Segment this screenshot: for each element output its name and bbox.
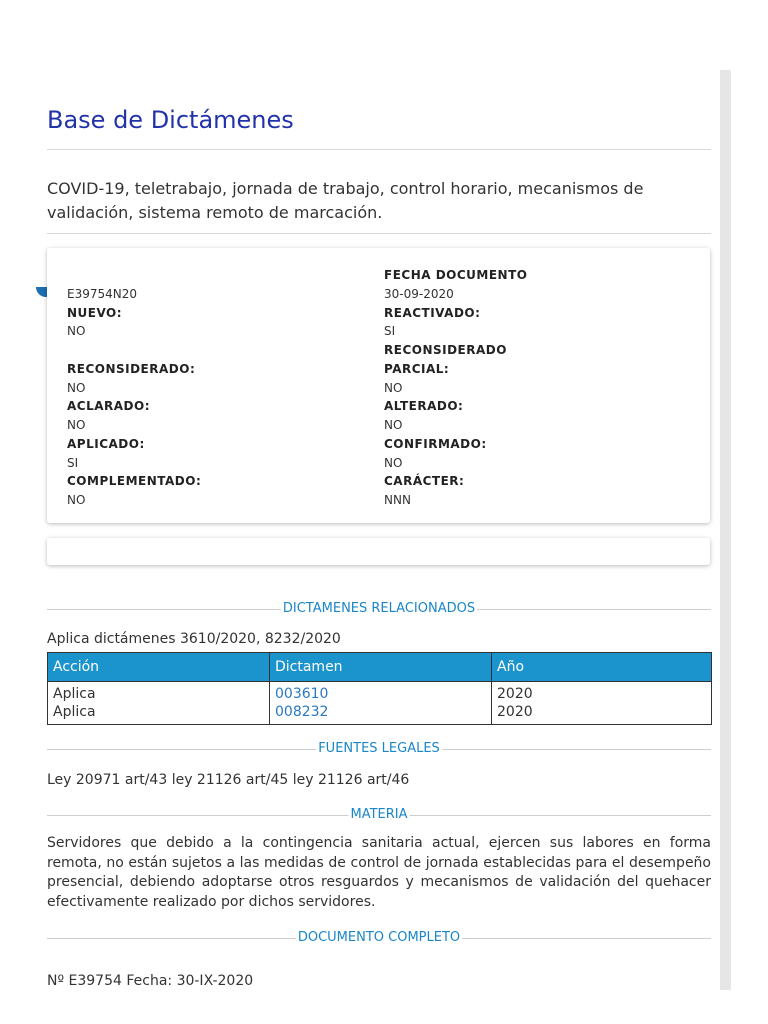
metadata-card (47, 248, 710, 523)
section-header-matter (47, 808, 711, 822)
metadata-value-aclarado: NO (67, 418, 86, 432)
full-doc-header: Nº E39754 Fecha: 30-IX-2020 (47, 973, 254, 989)
metadata-label-complementado: COMPLEMENTADO: (67, 474, 202, 489)
legal-sources: Ley 20971 art/43 ley 21126 art/45 ley 21126 art/46 (47, 772, 410, 788)
dictamen-link[interactable]: 003610 (275, 686, 329, 702)
page-scrollbar[interactable] (720, 70, 731, 990)
metadata-label-aclarado: ACLARADO: (67, 399, 151, 414)
metadata-label-reconsiderado-parcial-1: RECONSIDERADO (384, 343, 507, 357)
metadata-value-nuevo: NO (67, 324, 86, 339)
metadata-label-alterado: ALTERADO: (384, 399, 464, 414)
metadata-value-confirmado: NO (384, 455, 403, 470)
section-title-matter: MATERIA (350, 807, 408, 822)
metadata-label-nuevo: NUEVO: (67, 305, 123, 320)
matter-text: Servidores que debido a la contingencia sanitaria actual, ejercen sus labores en forma remota, no están sujetos a las medidas de control de jornada establecidas para el desempeño presencial, debiendo adoptarse otros resguardos y mecanismos de validación del quehacer efectivamente realizado por dichos servidores. (47, 835, 711, 910)
accion-cell (48, 682, 270, 725)
anio-value: 2020 (497, 704, 533, 720)
page-title: Base de Dictámenes (47, 106, 294, 134)
table-row (48, 682, 712, 725)
column-header-anio: Año (492, 653, 712, 682)
metadata-label-reconsiderado-parcial-2: PARCIAL: (384, 361, 450, 376)
metadata-label-confirmado: CONFIRMADO: (384, 436, 487, 451)
card-ribbon-marker (36, 287, 47, 297)
dictamen-cell (270, 682, 492, 725)
metadata-label-aplicado: APLICADO: (67, 436, 145, 451)
section-title-sources: FUENTES LEGALES (318, 741, 440, 756)
section-title-related: DICTAMENES RELACIONADOS (282, 601, 476, 616)
table-header-row (48, 653, 712, 682)
metadata-label-reactivado: REACTIVADO: (384, 305, 481, 320)
accion-value: Aplica (53, 704, 96, 720)
metadata-value-reconsiderado: NO (67, 380, 86, 395)
document-date: 30-09-2020 (384, 286, 454, 301)
accion-value: Aplica (53, 686, 96, 702)
metadata-value-alterado: NO (384, 418, 403, 432)
dictamen-subject: COVID-19, teletrabajo, jornada de trabajo, control horario, mecanismos de validación, sistema remoto de marcación. (47, 179, 644, 222)
section-header-sources (47, 742, 711, 756)
metadata-label-fecha: FECHA DOCUMENTO (384, 268, 528, 282)
section-header-full-doc (47, 931, 711, 945)
metadata-label-caracter: CARÁCTER: (384, 474, 465, 489)
metadata-value-complementado: NO (67, 493, 86, 507)
section-header-related (47, 602, 711, 616)
metadata-value-aplicado: SI (67, 455, 79, 470)
anio-cell (492, 682, 712, 725)
metadata-label (67, 266, 201, 285)
metadata-value-reactivado: SI (384, 324, 396, 339)
related-summary: Aplica dictámenes 3610/2020, 8232/2020 (47, 631, 341, 647)
title-divider (47, 149, 711, 150)
metadata-right-column (384, 266, 528, 510)
metadata-left-column (67, 266, 201, 510)
section-title-full-doc: DOCUMENTO COMPLETO (297, 930, 461, 945)
metadata-label-reconsiderado: RECONSIDERADO: (67, 361, 196, 376)
metadata-value-caracter: NNN (384, 493, 411, 507)
column-header-dictamen: Dictamen (270, 653, 492, 682)
anio-value: 2020 (497, 686, 533, 702)
empty-panel (47, 538, 710, 565)
metadata-value-reconsiderado-parcial: NO (384, 380, 403, 395)
subject-divider (47, 233, 711, 234)
related-dictamenes-table (47, 652, 712, 725)
document-id: E39754N20 (67, 286, 138, 301)
dictamen-link[interactable]: 008232 (275, 704, 329, 720)
column-header-accion: Acción (48, 653, 270, 682)
